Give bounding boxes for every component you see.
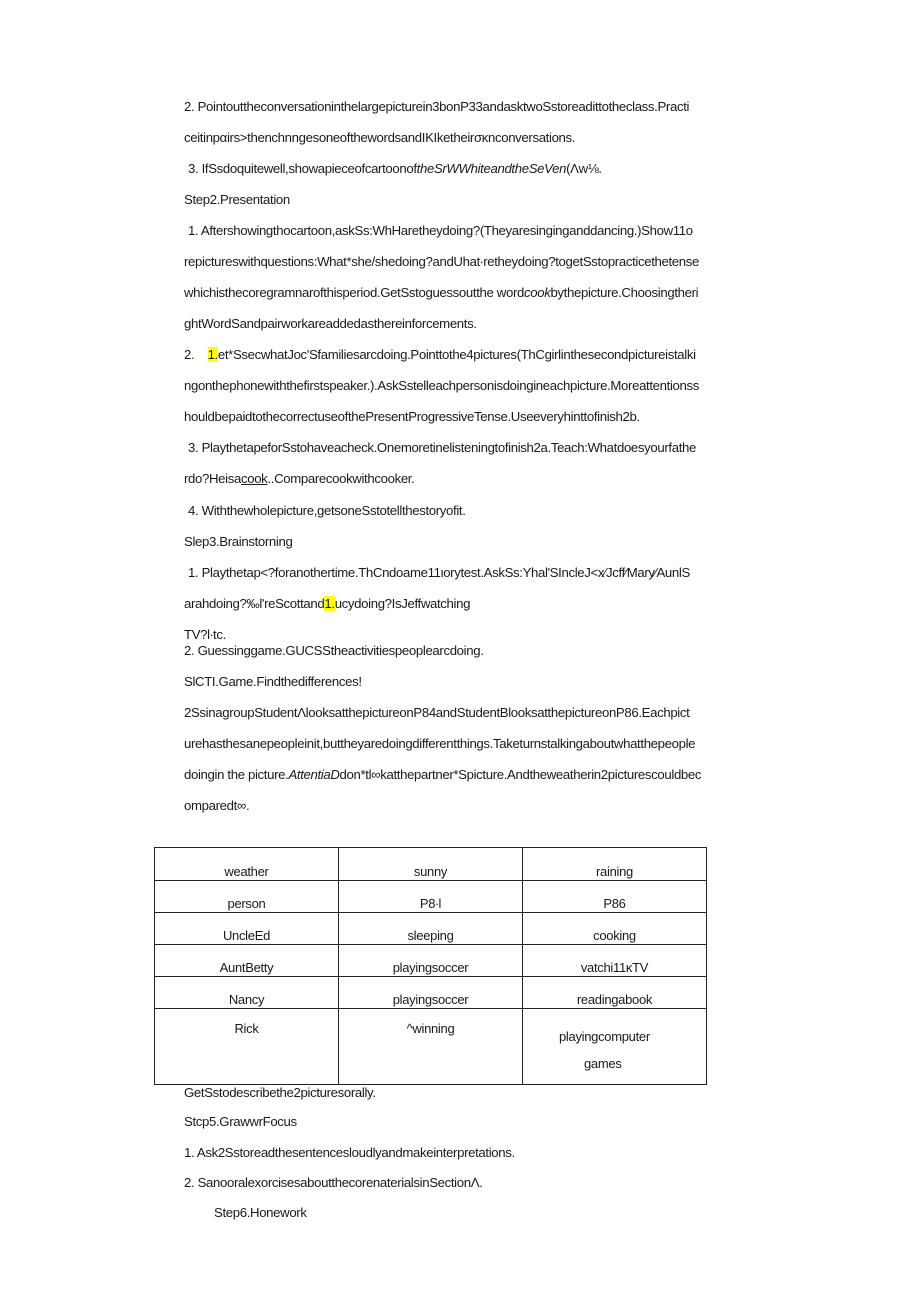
text-line: 2. SanooralexorcisesaboutthecorenaterialsinSectionΛ.: [184, 1175, 483, 1190]
step-heading: SlCTI.Game.Findthedifferences!: [184, 674, 362, 689]
table-cell: sunny: [339, 848, 523, 881]
table-row: [155, 977, 707, 1009]
table-cell: ^winning: [339, 1009, 523, 1085]
comparison-table: [154, 847, 707, 1085]
text-line: houldbepaidtothecorrectuseofthePresentProgressiveTense.Useeveryhinttofinish2b.: [184, 409, 640, 424]
text-line: TV?l∙tc.: [184, 627, 226, 642]
table-cell: Rick: [155, 1009, 339, 1085]
text-line: 3. IfSsdoquitewell,showapieceofcartoonoftheSrWWhiteandtheSeVen(Λw⅛.: [188, 161, 602, 176]
text-line: doingin the picture.AttentiaDdon*tl∞katthepartner*Spicture.Andtheweatherin2picturescouldbec: [184, 767, 702, 782]
table-cell: P86: [523, 881, 707, 913]
text-line: ngonthephonewiththefirstspeaker.).AskSstelleachpersonisdoingineachpicture.Moreattentionss: [184, 378, 699, 393]
table-cell: Nancy: [155, 977, 339, 1009]
table-row: [155, 848, 707, 881]
text-line: 1. Ask2Sstoreadthesentencesloudlyandmakeinterpretations.: [184, 1145, 515, 1160]
table-cell: AuntBetty: [155, 945, 339, 977]
text-line: 1. Aftershowingthocartoon,askSs:WhHaretheydoing?(Theyaresinginganddancing.)Show11o: [188, 223, 693, 238]
text-line: ceitinpαirs>thenchnngesoneofthewordsandIKIketheirσκnconversations.: [184, 130, 576, 145]
table-row: [155, 945, 707, 977]
step-heading: Step2.Presentation: [184, 192, 290, 207]
table-row: [155, 881, 707, 913]
text-line: 2. Guessinggame.GUCSStheactivitiespeoplearcdoing.: [184, 643, 484, 658]
text-line: 2. Pointouttheconversationinthelargepicturein3bonP33andasktwoSstoreadittotheclass.Practi: [184, 99, 690, 114]
text-line: urehasthesanepeopleinit,buttheyaredoingdifferentthings.Taketurnstalkingaboutwhatthepeople: [184, 736, 696, 751]
highlight: 1.: [324, 596, 335, 611]
step-heading: Stcp5.GrawwrFocus: [184, 1114, 297, 1129]
text-line: 3. PlaythetapeforSstohaveacheck.Onemoretinelisteningtofinish2a.Teach:Whatdoesyourfathe: [188, 440, 696, 455]
text-line: GetSstodescribethe2picturesorally.: [184, 1085, 376, 1100]
text-line: rdo?Heisacook..Comparecookwithcooker.: [184, 471, 415, 486]
table-cell: raining: [523, 848, 707, 881]
table-cell: weather: [155, 848, 339, 881]
table-cell: cooking: [523, 913, 707, 945]
table-cell: readingabook: [523, 977, 707, 1009]
text-line: arahdoing?‰l'reScottand1.ucydoing?IsJeffwatching: [184, 596, 471, 611]
text-line: ghtWordSandpairworkareaddedasthereinforcements.: [184, 316, 477, 331]
text-line: omparedt∞.: [184, 798, 250, 813]
text-line: whichisthecoregramnarofthisperiod.GetSstoguessoutthe wordcookbythepicture.Choosingtheri: [184, 285, 699, 300]
table-cell: UncleEd: [155, 913, 339, 945]
table-cell: vatchi11κTV: [523, 945, 707, 977]
table-cell: P8∙l: [339, 881, 523, 913]
step-heading: Step6.Honework: [214, 1205, 307, 1220]
step-heading: Slep3.Brainstorning: [184, 534, 293, 549]
table-cell: sleeping: [339, 913, 523, 945]
table-cell: person: [155, 881, 339, 913]
table-cell: playingsoccer: [339, 945, 523, 977]
text-line: 2SsinagroupStudentΛlooksatthepictureonP84andStudentBlooksatthepictureonP86.Eachpict: [184, 705, 690, 720]
text-line: 2. 1.et*SsecwhatJoc'Sfamiliesarcdoing.Pointtothe4pictures(ThCgirlinthesecondpictureistalki: [184, 347, 696, 362]
highlight: 1.: [207, 347, 218, 362]
table-cell: playingsoccer: [339, 977, 523, 1009]
table-row: [155, 913, 707, 945]
table-cell: playingcomputer games: [523, 1009, 707, 1085]
text-line: 4. Withthewholepicture,getsoneSstotellthestoryofit.: [188, 503, 466, 518]
table-row: [155, 1009, 707, 1085]
text-line: 1. Playthetap<?foranothertime.ThCndoame11ιorytest.AskSs:Yhal'SIncleJ<x∕Jcff∕Mary∕AunlS: [188, 565, 690, 580]
text-line: repictureswithquestions:What*she/shedoing?andUhat∙retheydoing?togetSstopracticethetense: [184, 254, 699, 269]
